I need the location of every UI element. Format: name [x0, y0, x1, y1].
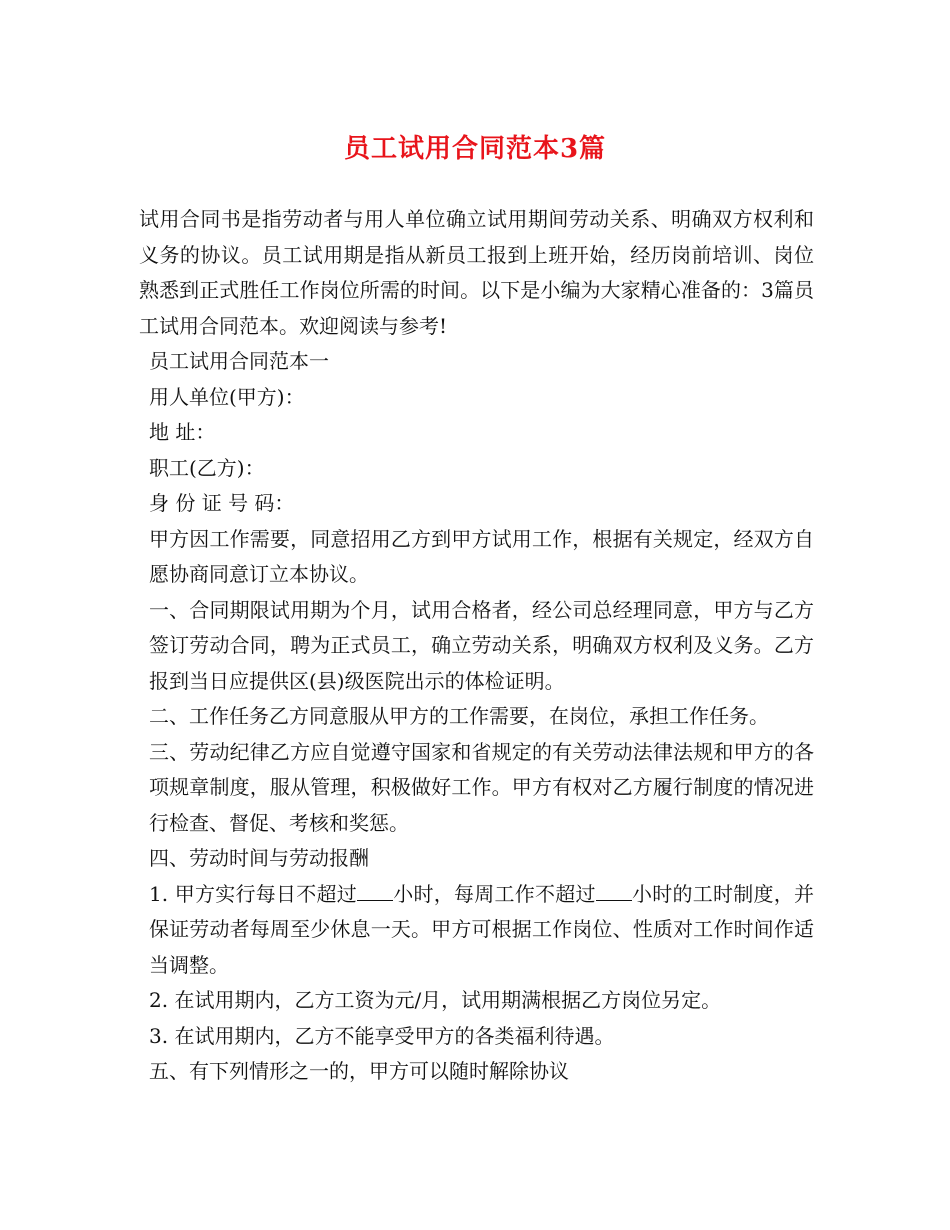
field-employee: 职工(乙方)：	[149, 455, 265, 480]
document-body	[139, 202, 814, 1090]
item-4-1-part-c: 小时的工时制度，并保证劳动者每周至少休息一天。甲方可根据工作岗位、性质对工作时间作适当调整。	[149, 881, 815, 977]
document-title: 员工试用合同范本3篇	[343, 134, 607, 164]
section-heading: 员工试用合同范本一	[149, 349, 329, 373]
item-4-1-part-b: 小时，每周工作不超过	[392, 881, 596, 906]
field-id-number: 身 份 证 号 码：	[149, 491, 295, 515]
field-employer: 用人单位(甲方)：	[149, 384, 305, 409]
intro-paragraph: 试用合同书是指劳动者与用人单位确立试用期间劳动关系、明确双方权利和义务的协议。员工试用期是指从新员工报到上班开始，经历岗前培训、岗位熟悉到正式胜任工作岗位所需的时间。以下是小编为大家精心准备的：3篇员工试用合同范本。欢迎阅读与参考!	[139, 207, 814, 338]
preamble-paragraph: 甲方因工作需要，同意招用乙方到甲方试用工作，根据有关规定，经双方自愿协商同意订立本协议。	[149, 526, 814, 586]
blank-line-hours-per-day	[357, 880, 393, 901]
item-4-1	[139, 877, 814, 984]
item-4-1-part-a: 1. 甲方实行每日不超过	[149, 881, 357, 906]
clause-4: 四、劳动时间与劳动报酬	[149, 846, 369, 870]
blank-line-hours-per-week	[596, 880, 632, 901]
item-4-3: 3. 在试用期内，乙方不能享受甲方的各类福利待遇。	[149, 1023, 615, 1048]
field-address: 地 址：	[149, 420, 216, 444]
item-4-2: 2. 在试用期内，乙方工资为元/月，试用期满根据乙方岗位另定。	[149, 988, 722, 1012]
clause-3: 三、劳动纪律乙方应自觉遵守国家和省规定的有关劳动法律法规和甲方的各项规章制度，服从管理，积极做好工作。甲方有权对乙方履行制度的情况进行检查、督促、考核和奖惩。	[149, 739, 814, 835]
clause-5: 五、有下列情形之一的，甲方可以随时解除协议	[149, 1059, 569, 1083]
clause-2: 二、工作任务乙方同意服从甲方的工作需要，在岗位，承担工作任务。	[149, 704, 769, 728]
clause-1: 一、合同期限试用期为个月，试用合格者，经公司总经理同意，甲方与乙方签订劳动合同，聘为正式员工，确立劳动关系，明确双方权利及义务。乙方报到当日应提供区(县)级医院出示的体检证明。	[149, 597, 814, 693]
